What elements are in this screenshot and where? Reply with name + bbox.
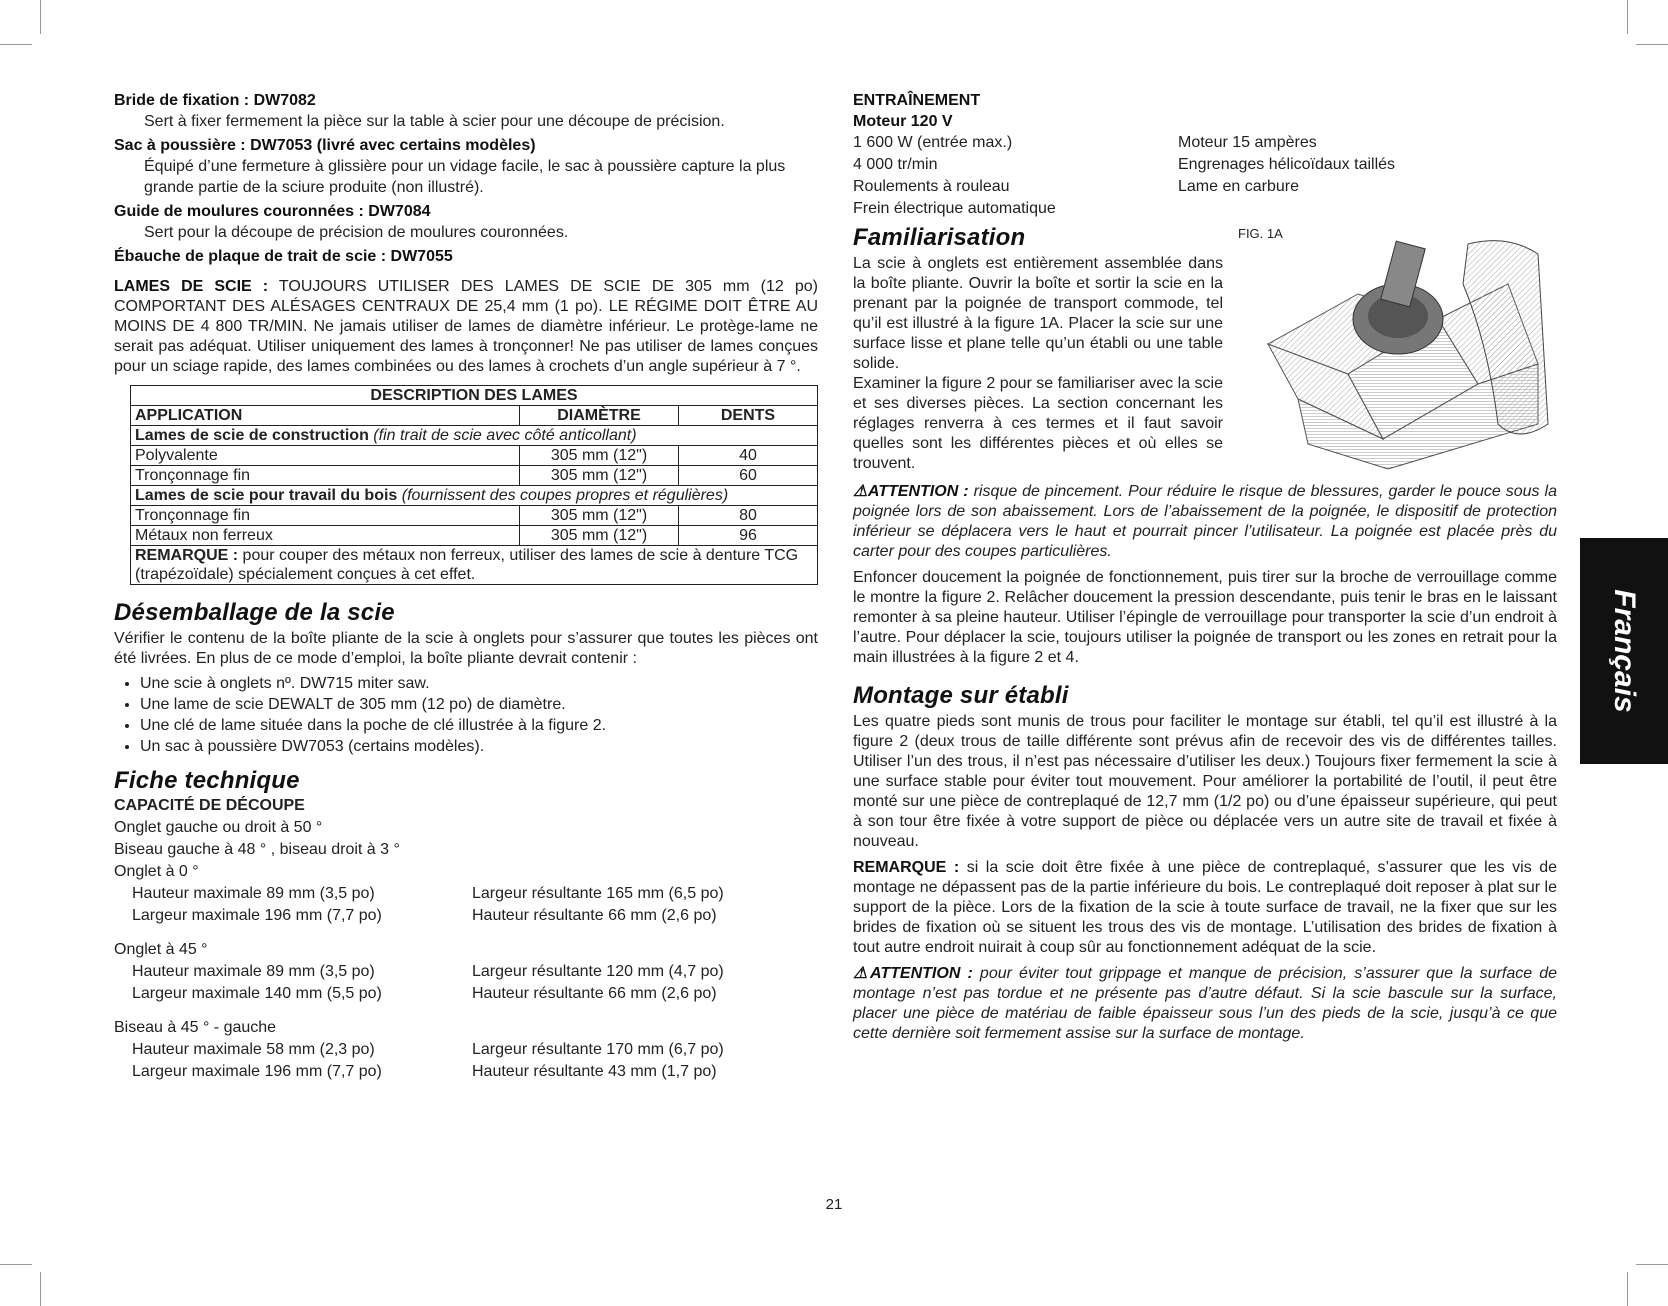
motor-spec: 1 600 W (entrée max.) <box>853 134 1013 151</box>
motor-spec: Frein électrique automatique <box>853 200 1056 217</box>
group-title: Lames de scie de construction <box>135 427 369 444</box>
crop-mark <box>40 0 41 34</box>
spec-subtitle: CAPACITÉ DE DÉCOUPE <box>114 797 305 814</box>
blades-lead: LAMES DE SCIE : <box>114 278 269 295</box>
spec-line: Onglet à 0 ° <box>114 863 199 880</box>
spec-value: Largeur maximale 196 mm (7,7 po) <box>132 1063 382 1080</box>
page-number: 21 <box>825 1196 843 1213</box>
crop-mark <box>1627 0 1628 34</box>
figure-1a <box>1238 224 1553 474</box>
unpack-text: Vérifier le contenu de la boîte pliante de la scie à onglets pour s’assurer que toutes les pièces ont été livrées. En plus de ce mode d’emploi, la boîte pliante devrait contenir : <box>114 630 818 667</box>
motor-spec: Moteur 15 ampères <box>1178 134 1317 151</box>
crop-mark <box>40 1272 41 1306</box>
spec-grid <box>114 961 818 1005</box>
warning-icon: ⚠ <box>853 965 871 982</box>
remark-text: pour couper des métaux non ferreux, utiliser des lames de scie à denture TCG (trapézoïdale) spécialement conçues à cet effet. <box>135 547 799 583</box>
list-item: • Une scie à onglets nº. DW715 miter saw. <box>140 673 818 694</box>
table-header: DIAMÈTRE <box>520 406 679 426</box>
cell-diameter: 305 mm (12") <box>520 466 679 486</box>
cell-teeth: 60 <box>679 466 818 486</box>
table-group-row <box>131 486 818 506</box>
blades-paragraph <box>114 277 818 377</box>
spec-value: Hauteur résultante 66 mm (2,6 po) <box>472 907 717 924</box>
crop-mark <box>0 44 32 45</box>
spec-line: Biseau à 45 ° - gauche <box>114 1019 277 1036</box>
spec-line: Onglet à 45 ° <box>114 941 208 958</box>
warning-lead: ATTENTION : <box>870 965 973 982</box>
list-item: • Une clé de lame située dans la poche de clé illustrée à la figure 2. <box>140 715 818 736</box>
crop-mark <box>1636 44 1668 45</box>
blade-description-table <box>130 385 818 585</box>
spec-title: Fiche technique <box>114 767 300 794</box>
cell-application: Tronçonnage fin <box>131 506 520 526</box>
remark-lead: REMARQUE : <box>135 547 239 564</box>
motor-title: Moteur 120 V <box>853 113 953 130</box>
warning-pinch <box>853 482 1557 562</box>
table-row <box>131 506 818 526</box>
motor-spec: Engrenages hélicoïdaux taillés <box>1178 156 1396 173</box>
motor-spec: Roulements à rouleau <box>853 178 1010 195</box>
spec-value: Hauteur maximale 89 mm (3,5 po) <box>132 885 375 902</box>
crop-mark <box>1627 1272 1628 1306</box>
warning-text: risque de pincement. Pour réduire le risque de blessures, garder le pouce sous la poignée lors de son abaissement. Lors de l’abaissement de la poignée, le dispositif de protection inférieur se déplacera vers le haut et pourrait pincer l’utilisateur. La poignée est placée près du carter pour des coupes particulières. <box>853 483 1557 560</box>
spec-grid <box>114 1039 818 1083</box>
unpack-list <box>114 673 818 757</box>
accessory-title: Bride de fixation : DW7082 <box>114 92 316 109</box>
cell-teeth: 80 <box>679 506 818 526</box>
press-paragraph: Enfoncer doucement la poignée de fonctionnement, puis tirer sur la broche de verrouillage comme le montre la figure 2. Relâcher doucement la pression descendante, puis tenir le bras en le laissant remonter à sa pleine hauteur. Utiliser l’épingle de verrouillage pour transporter la scie d’un endroit à l’autre. Pour déplacer la scie, toujours utiliser la poignée de transport ou les zones en retrait pour la main illustrées à la figure 2 et 4. <box>853 569 1557 666</box>
warning-text: pour éviter tout grippage et manque de précision, s’assurer que la surface de montage n’est pas tordue et ne présente pas d’autre défaut. Si la scie bascule sur la surface, placer une pièce de matériau de faible épaisseur sous l’un des pieds de la scie, jusqu’à ce que cette dernière soit fermement assise sur la surface de montage. <box>853 965 1558 1042</box>
saw-in-box-illustration <box>1238 224 1553 474</box>
figure-label: FIG. 1A <box>1238 226 1283 241</box>
spec-grid <box>114 883 818 927</box>
cell-application: Tronçonnage fin <box>131 466 520 486</box>
group-title: Lames de scie pour travail du bois <box>135 487 398 504</box>
drive-title: ENTRAÎNEMENT <box>853 92 981 109</box>
spec-value: Hauteur résultante 66 mm (2,6 po) <box>472 985 717 1002</box>
blades-text: TOUJOURS UTILISER DES LAMES DE SCIE DE 305 mm (12 po) COMPORTANT DES ALÉSAGES CENTRAUX DE 25,4 mm (1 po). LE RÉGIME DOIT ÊTRE AU MOINS DE 4 800 TR/MIN. Ne jamais utiliser de lames de diamètre inférieur. Le protège-lame ne serait pas adéquat. Utiliser uniquement des lames à tronçonner! Ne pas utiliser de lames conçues pour un sciage rapide, des lames combinées ou des lames à crochets d’un angle supérieur à 7 °. <box>114 278 819 375</box>
accessory-desc: Équipé d’une fermeture à glissière pour un vidage facile, le sac à poussière capture la plus grande partie de la sciure produite (non illustré). <box>144 158 786 196</box>
group-note: (fournissent des coupes propres et régulières) <box>397 487 729 504</box>
warning-lead: ATTENTION : <box>867 483 969 500</box>
unpack-title: Désemballage de la scie <box>114 599 395 626</box>
bench-title: Montage sur établi <box>853 682 1069 709</box>
cell-diameter: 305 mm (12") <box>520 506 679 526</box>
table-header: APPLICATION <box>131 406 520 426</box>
spec-value: Largeur maximale 140 mm (5,5 po) <box>132 985 382 1002</box>
language-tab <box>1580 538 1668 764</box>
bench-remark <box>853 858 1557 958</box>
accessory-title: Guide de moulures couronnées : DW7084 <box>114 203 431 220</box>
accessory-desc: Sert à fixer fermement la pièce sur la table à scier pour une découpe de précision. <box>144 113 725 130</box>
spec-line: Onglet gauche ou droit à 50 ° <box>114 819 323 836</box>
cell-diameter: 305 mm (12") <box>520 446 679 466</box>
cell-teeth: 40 <box>679 446 818 466</box>
crop-mark <box>1636 1264 1668 1265</box>
table-row <box>131 446 818 466</box>
spec-value: Largeur résultante 170 mm (6,7 po) <box>472 1041 724 1058</box>
table-group-row <box>131 426 818 446</box>
familiarisation-title: Familiarisation <box>853 224 1026 251</box>
spec-value: Hauteur maximale 89 mm (3,5 po) <box>132 963 375 980</box>
warning-icon: ⚠ <box>853 483 868 500</box>
spec-value: Hauteur résultante 43 mm (1,7 po) <box>472 1063 717 1080</box>
motor-spec: Lame en carbure <box>1178 178 1299 195</box>
cell-teeth: 96 <box>679 526 818 546</box>
cell-application: Métaux non ferreux <box>131 526 520 546</box>
remark-text: si la scie doit être fixée à une pièce de contreplaqué, s’assurer que les vis de montage ne dépassent pas de la partie inférieure du bois. Le contreplaqué doit reposer à plat sur le support de la pièce. Lors de la fixation de la scie à toute surface de travail, ne la fixer que sur les brides de fixation où se situent les trous des vis de montage. L’utilisation des brides de fixation à tout autre endroit nuirait à coup sûr au fonctionnement adéquat de la scie. <box>853 859 1558 956</box>
familiarisation-text <box>853 254 1223 474</box>
accessory-title: Sac à poussière : DW7053 (livré avec certains modèles) <box>114 137 536 154</box>
table-remark <box>131 546 818 585</box>
spec-value: Largeur maximale 196 mm (7,7 po) <box>132 907 382 924</box>
crop-mark <box>0 1264 32 1265</box>
spec-value: Hauteur maximale 58 mm (2,3 po) <box>132 1041 375 1058</box>
fam-paragraph: La scie à onglets est entièrement assemblée dans la boîte pliante. Ouvrir la boîte et sortir la scie en la prenant par la poignée de transport commode, tel qu’il est illustré à la figure 1A. Placer la scie sur une surface lisse et plane telle qu’un établi ou une table solide. <box>853 255 1223 372</box>
table-title: DESCRIPTION DES LAMES <box>131 386 818 406</box>
spec-value: Largeur résultante 165 mm (6,5 po) <box>472 885 724 902</box>
right-column <box>853 90 1557 1048</box>
remark-lead: REMARQUE : <box>853 859 960 876</box>
list-item: • Une lame de scie DEWALT de 305 mm (12 po) de diamètre. <box>140 694 818 715</box>
table-header: DENTS <box>679 406 818 426</box>
familiarisation-section <box>853 224 1557 474</box>
motor-specs <box>853 132 1557 220</box>
accessory-title: Ébauche de plaque de trait de scie : DW7055 <box>114 248 453 265</box>
cell-application: Polyvalente <box>131 446 520 466</box>
group-note: (fin trait de scie avec côté anticollant) <box>368 427 637 444</box>
bench-paragraph: Les quatre pieds sont munis de trous pour faciliter le montage sur établi, tel qu’il est illustré à la figure 2 (deux trous de taille différente sont prévus afin de recevoir des vis de différentes tailles. Utiliser l’un des trous, il n’est pas nécessaire d’utiliser les deux.) Toujours fixer fermement la scie à une surface stable pour éviter tout mouvement. Pour améliorer la portabilité de l’outil, il peut être monté sur une pièce de contreplaqué de 12,7 mm (1/2 po) ou d’une épaisseur supérieure, qui peut à son tour être fixée à votre support de pièce ou déplacée vers un autre site de travail et fixée à nouveau. <box>853 713 1557 850</box>
left-column <box>114 90 818 1083</box>
fam-paragraph: Examiner la figure 2 pour se familiariser avec la scie et ses diverses pièces. La section concernant les réglages renverra à ces termes et il faut savoir quelles sont les différentes pièces et où elles se trouvent. <box>853 375 1223 472</box>
motor-spec: 4 000 tr/min <box>853 156 938 173</box>
table-row <box>131 526 818 546</box>
cell-diameter: 305 mm (12") <box>520 526 679 546</box>
spec-value: Largeur résultante 120 mm (4,7 po) <box>472 963 724 980</box>
table-row <box>131 466 818 486</box>
language-label: Français <box>1608 589 1641 713</box>
list-item: • Un sac à poussière DW7053 (certains modèles). <box>140 736 818 757</box>
accessory-desc: Sert pour la découpe de précision de moulures couronnées. <box>144 224 569 241</box>
spec-line: Biseau gauche à 48 ° , biseau droit à 3 ° <box>114 841 400 858</box>
warning-mounting <box>853 964 1557 1044</box>
